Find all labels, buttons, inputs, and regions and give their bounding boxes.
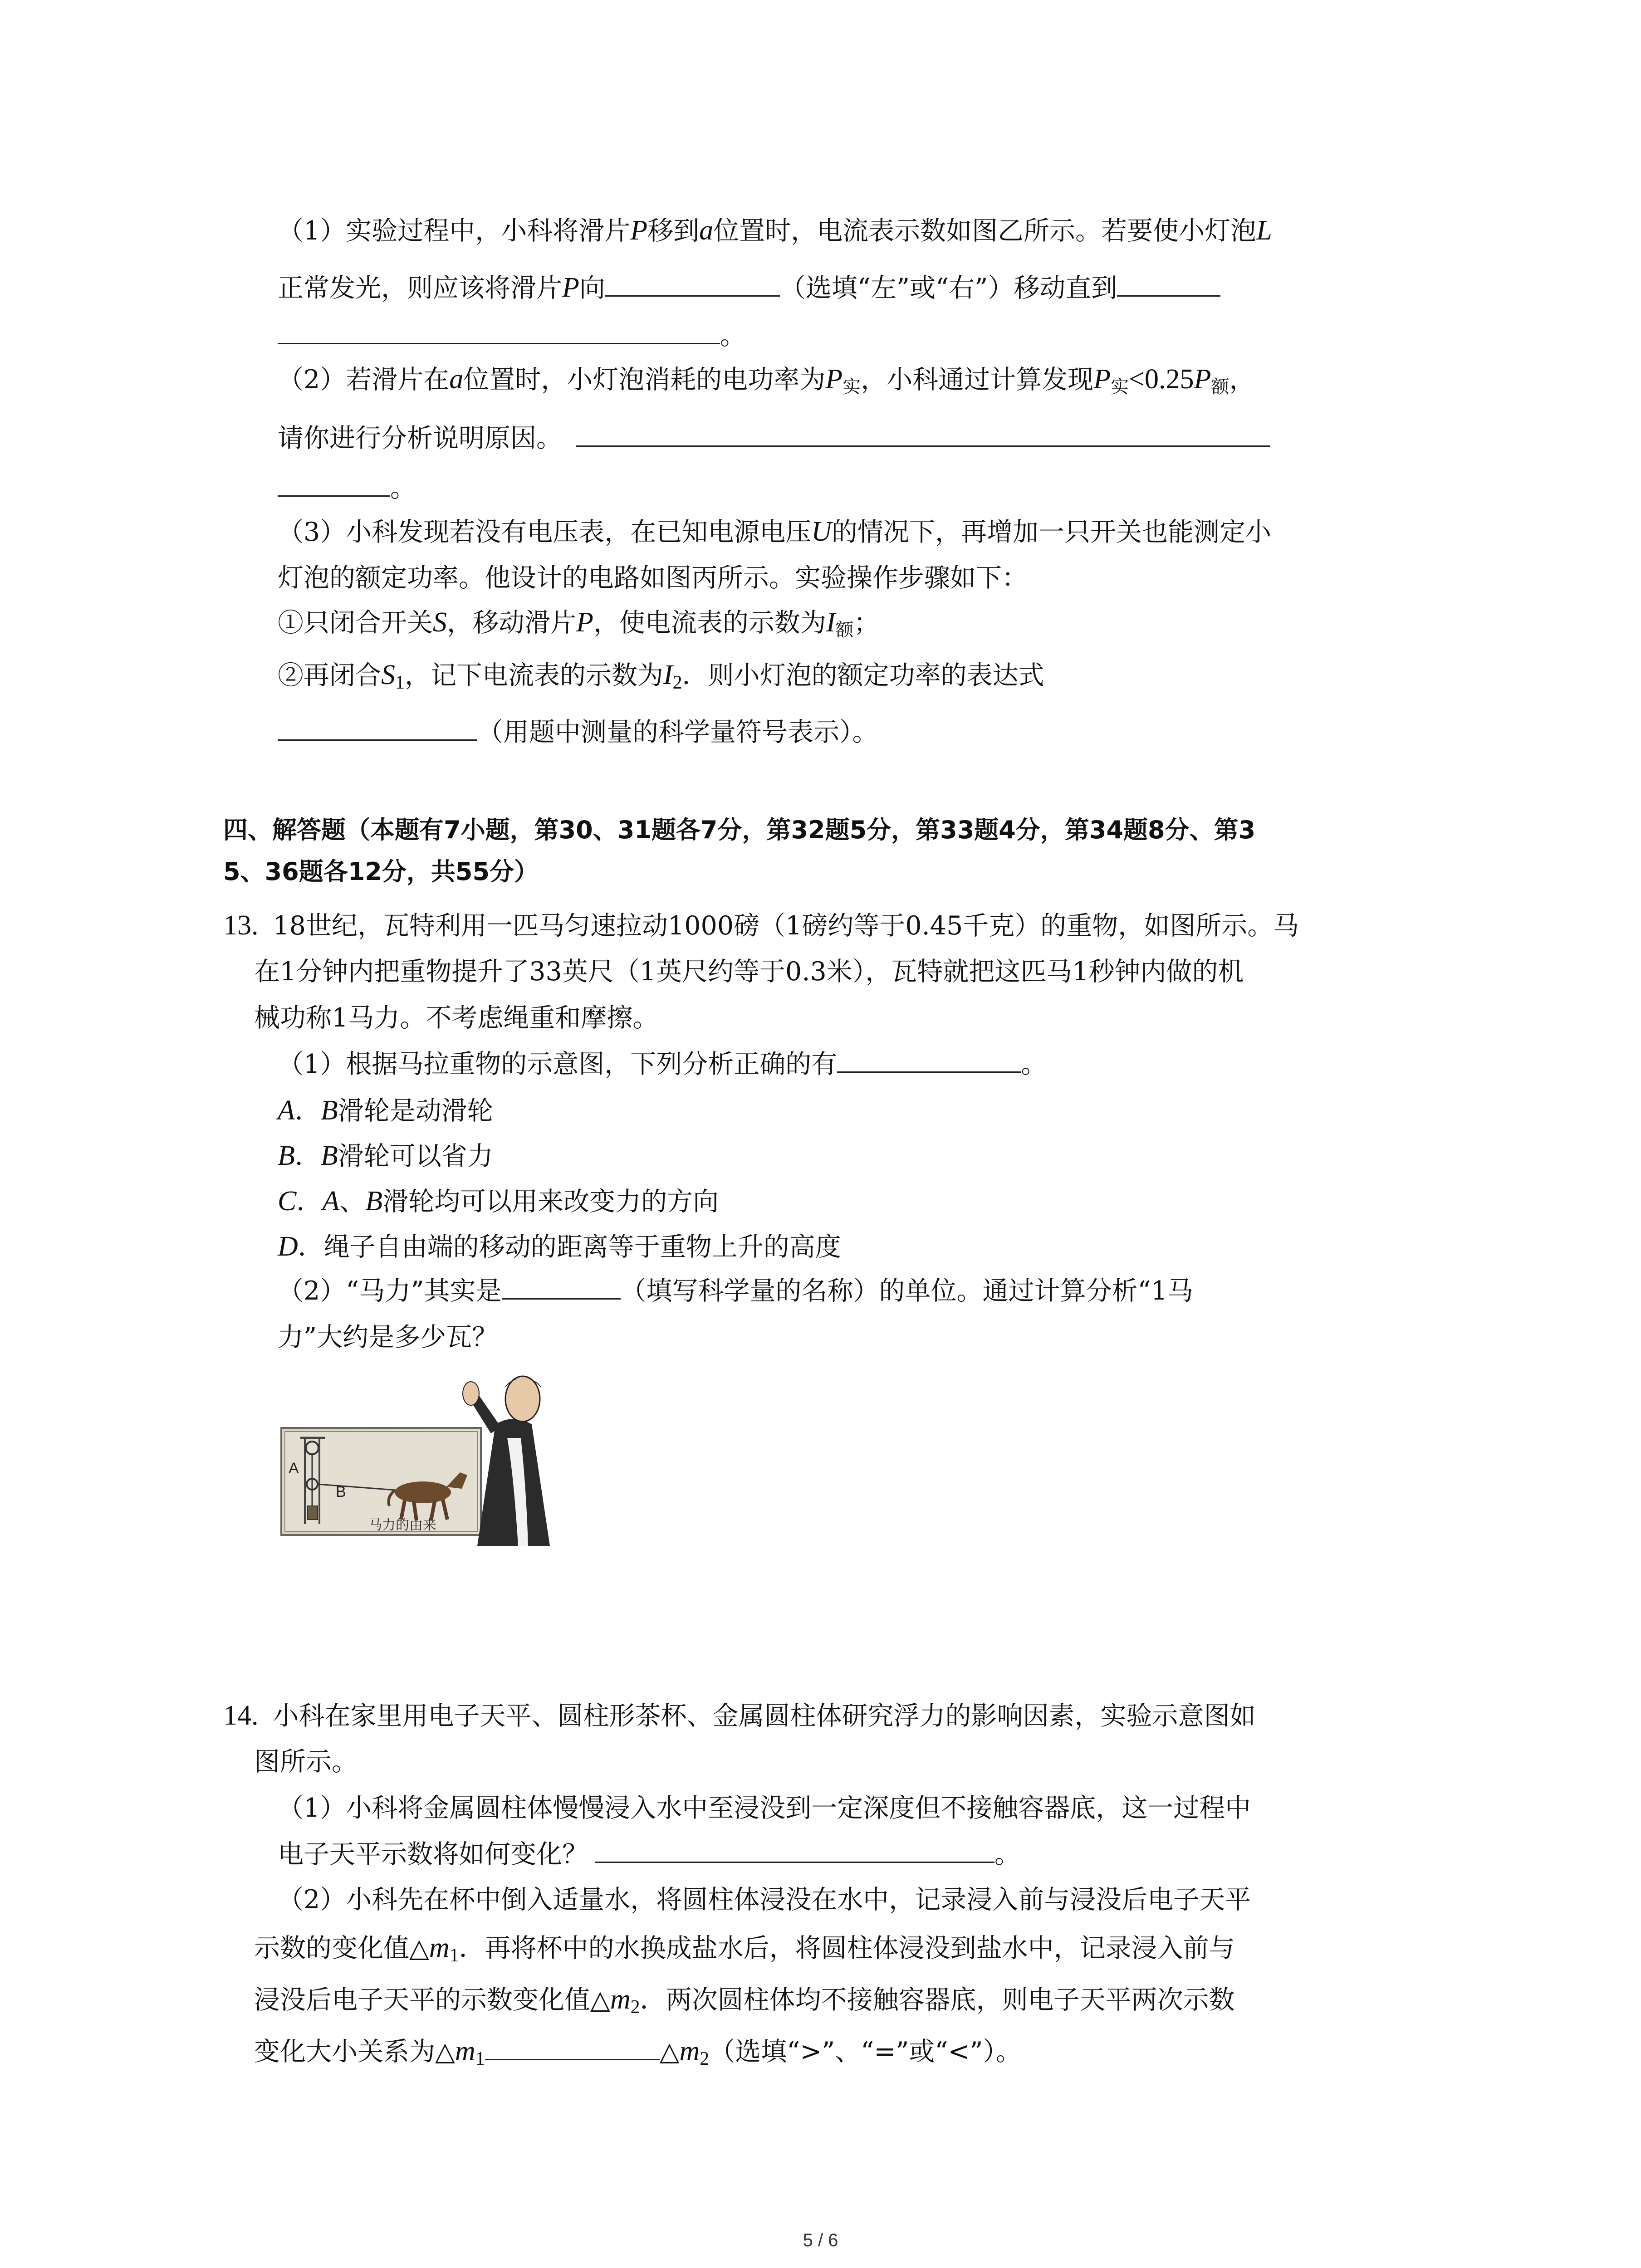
q13-sub2-line1 — [278, 1275, 1193, 1307]
section-heading-line1 — [223, 814, 1255, 846]
var-P: P — [576, 607, 593, 638]
text: 变化大小关系为△ — [254, 2037, 455, 2067]
var-P: P — [562, 272, 579, 303]
var-I: I — [826, 607, 836, 638]
var-m: m — [429, 1932, 450, 1963]
answer-blank-reason-cont[interactable] — [278, 472, 390, 497]
text: 电子天平示数将如何变化？ — [278, 1839, 588, 1869]
text: 在1分钟内把重物提升了33英尺（1英尺约等于0.3米），瓦特就把这匹马1秒钟内做的机 — [254, 957, 1244, 987]
text: 、 — [339, 1187, 366, 1217]
q13-line2 — [254, 955, 1244, 988]
q13-option-a — [278, 1094, 493, 1127]
pulley-label-a: A — [289, 1460, 299, 1477]
text: 。 — [390, 473, 416, 503]
answer-blank-reason[interactable] — [576, 422, 1270, 447]
text: ，记下电流表的示数为 — [405, 660, 663, 690]
answer-blank-compare[interactable] — [485, 2035, 660, 2060]
var-m: m — [455, 2036, 475, 2067]
answer-blank-choice[interactable] — [837, 1048, 1021, 1073]
text: （2）若滑片在 — [278, 365, 450, 395]
option-letter: B — [278, 1140, 295, 1171]
q12-part1-line2 — [278, 271, 1220, 304]
q14-sub2-line3 — [254, 1983, 1235, 2024]
option-letter: A — [278, 1095, 295, 1126]
q13-line1 — [223, 909, 1299, 942]
var-B: B — [365, 1186, 383, 1217]
q12-step2 — [278, 659, 1044, 699]
text: （选填“>”、“=”或“<”）。 — [709, 2037, 1022, 2067]
text: ， — [1229, 365, 1255, 395]
text: 18世纪，瓦特利用一匹马匀速拉动1000磅（1磅约等于0.45千克）的重物，如图所示。马 — [273, 911, 1299, 941]
answer-blank-until-cont[interactable] — [278, 319, 720, 344]
subscript: 1 — [475, 2048, 485, 2069]
text: 小科在家里用电子天平、圆柱形茶杯、金属圆柱体研究浮力的影响因素，实验示意图如 — [273, 1701, 1256, 1731]
text: （1）根据马拉重物的示意图，下列分析正确的有 — [278, 1049, 838, 1079]
text: 。 — [994, 1839, 1020, 1869]
q14-sub1-line2 — [278, 1838, 1020, 1871]
pulley-label-b: B — [336, 1483, 346, 1501]
q12-step1 — [278, 606, 880, 646]
text: 械功称1马力。不考虑绳重和摩擦。 — [254, 1003, 659, 1033]
var-P: P — [1093, 364, 1111, 395]
text: ①只闭合开关 — [278, 608, 433, 638]
text: 请你进行分析说明原因。 — [278, 423, 562, 453]
var-m: m — [610, 1984, 631, 2015]
text: ． — [294, 1141, 321, 1171]
text: ．再将杯中的水换成盐水后，将圆柱体浸没到盐水中，记录浸入前与 — [459, 1933, 1235, 1963]
text: 滑轮可以省力 — [338, 1141, 493, 1171]
text: （选填“左”或“右”）移动直到 — [779, 273, 1117, 303]
q13-sub2-line2 — [278, 1321, 498, 1354]
var-a: a — [699, 215, 714, 246]
text: （2）小科先在杯中倒入适量水，将圆柱体浸没在水中，记录浸入前与浸没后电子天平 — [278, 1885, 1251, 1915]
var-m: m — [679, 2036, 700, 2067]
text: 向 — [579, 273, 605, 303]
page-number: 5 / 6 — [803, 2230, 838, 2250]
q12-part1-line1 — [278, 214, 1272, 247]
text: 位置时，电流表示数如图乙所示。若要使小灯泡 — [713, 216, 1257, 246]
q14-sub1-line1 — [278, 1792, 1251, 1824]
q12-part1-line3 — [278, 319, 746, 352]
subscript: 1 — [449, 1945, 459, 1966]
question-number: 13. — [223, 910, 259, 941]
subscript: 实 — [843, 376, 861, 397]
subscript: 额 — [1211, 376, 1230, 397]
q14-sub2-line2 — [254, 1931, 1235, 1972]
section-heading-line2 — [223, 855, 539, 888]
text: 的情况下，再增加一只开关也能测定小 — [832, 517, 1272, 547]
text: 力”大约是多少瓦？ — [278, 1322, 498, 1352]
var-P: P — [825, 364, 843, 395]
var-B: B — [320, 1095, 338, 1126]
q12-part2-line1 — [278, 363, 1255, 403]
var-B: B — [320, 1140, 338, 1171]
q13-option-b — [278, 1139, 493, 1173]
text: 。 — [1021, 1049, 1047, 1079]
var-U: U — [811, 516, 832, 547]
text: 位置时，小灯泡消耗的电功率为 — [463, 365, 826, 395]
subscript: 1 — [395, 672, 405, 693]
answer-blank-until[interactable] — [1117, 272, 1220, 297]
text: ．两次圆柱体均不接触容器底，则电子天平两次示数 — [640, 1985, 1235, 2015]
option-letter: C — [278, 1186, 297, 1217]
q12-part2-line3 — [278, 472, 416, 504]
text: 绳子自由端的移动的距离等于重物上升的高度 — [323, 1232, 841, 1262]
text: （1）小科将金属圆柱体慢慢浸入水中至浸没到一定深度但不接触容器底，这一过程中 — [278, 1793, 1251, 1823]
text: 图所示。 — [254, 1747, 358, 1777]
text: 滑轮是动滑轮 — [338, 1096, 493, 1126]
text: 5、36题各12分，共55分） — [223, 857, 539, 886]
answer-blank-direction[interactable] — [605, 272, 780, 297]
var-P: P — [1194, 364, 1211, 395]
q12-part3-line1 — [278, 515, 1271, 548]
text: ； — [853, 608, 880, 638]
subscript: 2 — [672, 672, 682, 693]
var-S: S — [381, 660, 395, 690]
answer-blank-change[interactable] — [595, 1838, 994, 1863]
q13-sub1 — [278, 1048, 1047, 1080]
answer-blank-quantity[interactable] — [502, 1275, 621, 1300]
inequality: <0.25 — [1129, 364, 1194, 395]
horse-power-illustration — [278, 1370, 599, 1546]
subscript: 实 — [1111, 376, 1129, 397]
weight-block — [308, 1506, 318, 1520]
horse-power-figure — [278, 1370, 599, 1546]
question-number: 14. — [223, 1700, 259, 1731]
q14-sub2-line1 — [278, 1883, 1251, 1916]
q12-part2-line2 — [278, 422, 1270, 455]
text: 正常发光，则应该将滑片 — [278, 273, 562, 303]
subscript: 2 — [630, 1997, 640, 2018]
text: ． — [294, 1096, 321, 1126]
q12-part3-line2 — [278, 562, 1028, 594]
text: △ — [659, 2037, 680, 2067]
text: 灯泡的额定功率。他设计的电路如图丙所示。实验操作步骤如下： — [278, 563, 1028, 593]
var-P: P — [630, 215, 648, 246]
text: （3）小科发现若没有电压表，在已知电源电压 — [278, 517, 812, 547]
q14-sub2-line4 — [254, 2035, 1022, 2075]
text: 。 — [720, 321, 746, 351]
q13-option-c — [278, 1185, 719, 1218]
var-I: I — [663, 660, 673, 690]
var-S: S — [433, 607, 447, 638]
var-L: L — [1256, 215, 1272, 246]
subscript: 2 — [700, 2048, 710, 2069]
text: ． — [298, 1232, 324, 1262]
text: 示数的变化值△ — [254, 1933, 429, 1963]
q14-line2 — [254, 1745, 358, 1778]
text: ，移动滑片 — [447, 608, 576, 638]
text: ，使电流表的示数为 — [593, 608, 826, 638]
figure-caption: 马力的由来 — [368, 1517, 436, 1533]
var-a: a — [449, 364, 464, 395]
q12-step2-line2 — [278, 716, 878, 748]
q13-option-d — [278, 1230, 841, 1263]
text: 移到 — [647, 216, 700, 246]
text: （用题中测量的科学量符号表示）。 — [477, 717, 878, 747]
text: ．则小灯泡的额定功率的表达式 — [682, 660, 1044, 690]
subscript: 额 — [835, 620, 854, 640]
q13-line3 — [254, 1002, 658, 1034]
answer-blank-expression[interactable] — [278, 716, 477, 741]
text: （2）“马力”其实是 — [278, 1276, 502, 1306]
text: ②再闭合 — [278, 660, 381, 690]
text: 四、解答题（本题有7小题，第30、31题各7分，第32题5分，第33题4分，第34题8分、第3 — [223, 816, 1256, 844]
text: （填写科学量的名称）的单位。通过计算分析“1马 — [620, 1276, 1193, 1306]
var-A: A — [322, 1186, 340, 1217]
text: ，小科通过计算发现 — [861, 365, 1094, 395]
text: 滑轮均可以用来改变力的方向 — [382, 1187, 719, 1217]
text: ． — [296, 1187, 323, 1217]
q14-line1 — [223, 1699, 1256, 1732]
text: （1）实验过程中，小科将滑片 — [278, 216, 631, 246]
text: 浸没后电子天平的示数变化值△ — [254, 1985, 610, 2015]
option-letter: D — [278, 1231, 298, 1262]
